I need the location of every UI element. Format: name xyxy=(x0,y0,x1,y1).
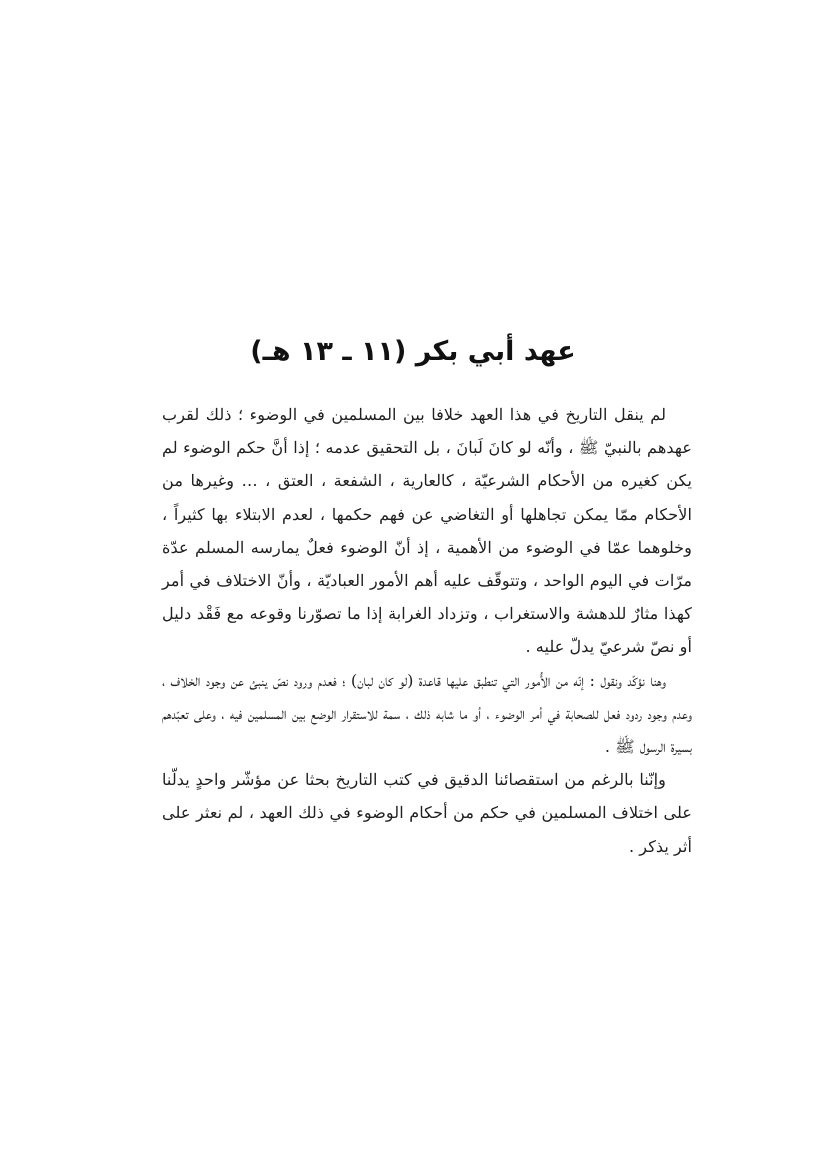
paragraph-1: لم ينقل التاريخ في هذا العهد خلافا بين المسلمين في الوضوء ؛ ذلك لقرب عهدهم بالنبيّ ﷺ ، وأنّه لو كانَ لَبانَ ، بل التحقيق عدمه ؛ إذا أنَّ حكم الوضوء لم يكن كغيره من الأحكام الشرعيّة ، كالعارية ، الشفعة ، العتق ، … وغيرها من الأحكام ممّا يمكن تجاهلها أو التغاضي عن فهم حكمها ، لعدم الابتلاء بها كثيراً ، وخلوهما عمّا في الوضوء من الأهمية ، إذ أنّ الوضوء فعلٌ يمارسه المسلم عدّة مرّات في اليوم الواحد ، وتتوقّف عليه أهم الأمور العباديّة ، وأنّ الاختلاف في أمر كهذا مثارٌ للدهشة والاستغراب ، وتزداد الغرابة إذا ما تصوّرنا وقوعه مع فَقْد دليل أو نصّ شرعيّ يدلّ عليه . xyxy=(162,405,692,657)
body-text xyxy=(162,398,692,863)
chapter-title: عهد أبي بكر (١١ ـ ١٣ هـ) xyxy=(250,336,576,367)
paragraph-3: وإنّنا بالرغم من استقصائنا الدقيق في كتب التاريخ بحثا عن مؤشّر واحدٍ يدلّنا على اختلاف المسلمين في حكم من أحكام الوضوء في ذلك العهد ، لم نعثر على أثر يذكر . xyxy=(162,770,692,856)
paragraph-2: وهنا نؤكّد ونقول : إنّه من الأُمور التي تنطبق عليها قاعدة (لو كان لبان) ؛ فعدم ورود نصّ ينبئ عن وجود الخلاف ، وعدم وجود ردود فعل للصحابة في أمر الوضوء ، أو ما شابه ذلك ، سمة للاستقرار الوضع بين المسلمين فيه ، وعلى تعبّدهم بسيرة الرسول ﷺ . xyxy=(162,670,692,757)
